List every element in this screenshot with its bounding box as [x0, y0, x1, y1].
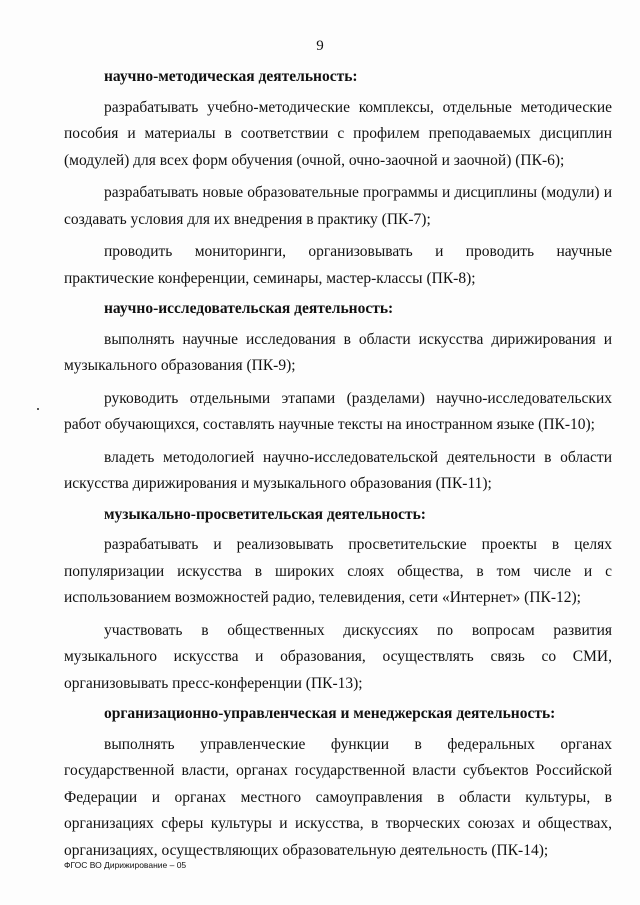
section-heading-methodical: научно-методическая деятельность:	[104, 68, 358, 85]
section-heading-educational: музыкально-просветительская деятельность:	[104, 505, 426, 523]
paragraph-pk10: руководить отдельными этапами (разделами) научно-исследовательских работ обучающихся, составлять научные тексты на иностранном языке (ПК-10);	[64, 389, 612, 433]
document-body	[64, 64, 612, 870]
scan-speck	[37, 408, 39, 410]
paragraph-pk11: владеть методологией научно-исследовательской деятельности в области искусства дирижирования и музыкального образования (ПК-11);	[64, 448, 612, 492]
page-number: 9	[316, 38, 324, 54]
page-footer: ФГОС ВО Дирижирование – 05	[64, 860, 187, 870]
section-heading-research: научно-исследовательская деятельность:	[104, 300, 394, 317]
section-heading-management: организационно-управленческая и менеджерская деятельность:	[104, 705, 556, 722]
paragraph-pk7: разрабатывать новые образовательные программы и дисциплины (модули) и создавать условия для их внедрения в практику (ПК-7);	[64, 184, 612, 228]
paragraph-pk13: участвовать в общественных дискуссиях по вопросам развития музыкального искусства и образования, осуществлять связь со СМИ, организовывать пресс-конференции (ПК-13);	[64, 621, 612, 692]
paragraph-pk8: проводить мониторинги, организовывать и проводить научные практические конференции, семинары, мастер-классы (ПК-8);	[64, 243, 612, 287]
paragraph-pk12: разрабатывать и реализовывать просветительские проекты в целях популяризации искусства в широких слоях общества, в том числе и с использованием возможностей радио, телевидения, сети «Интернет» (ПК-12);	[64, 536, 612, 606]
paragraph-pk6: разрабатывать учебно-методические комплексы, отдельные методические пособия и материалы в соответствии с профилем преподаваемых дисциплин (модулей) для всех форм обучения (очной, очно-заочной и заочной) (ПК-6);	[64, 98, 612, 169]
paragraph-pk14: выполнять управленческие функции в федеральных органах государственной власти, органах государственной власти субъектов Российской Федерации и органах местного самоуправления в области культуры, в организациях сферы культуры и искусства, в творческих союзах и обществах, организациях, осуществляющих образовательную деятельность (ПК-14);	[64, 735, 612, 859]
paragraph-pk9: выполнять научные исследования в области искусства дирижирования и музыкального образования (ПК-9);	[64, 330, 612, 374]
